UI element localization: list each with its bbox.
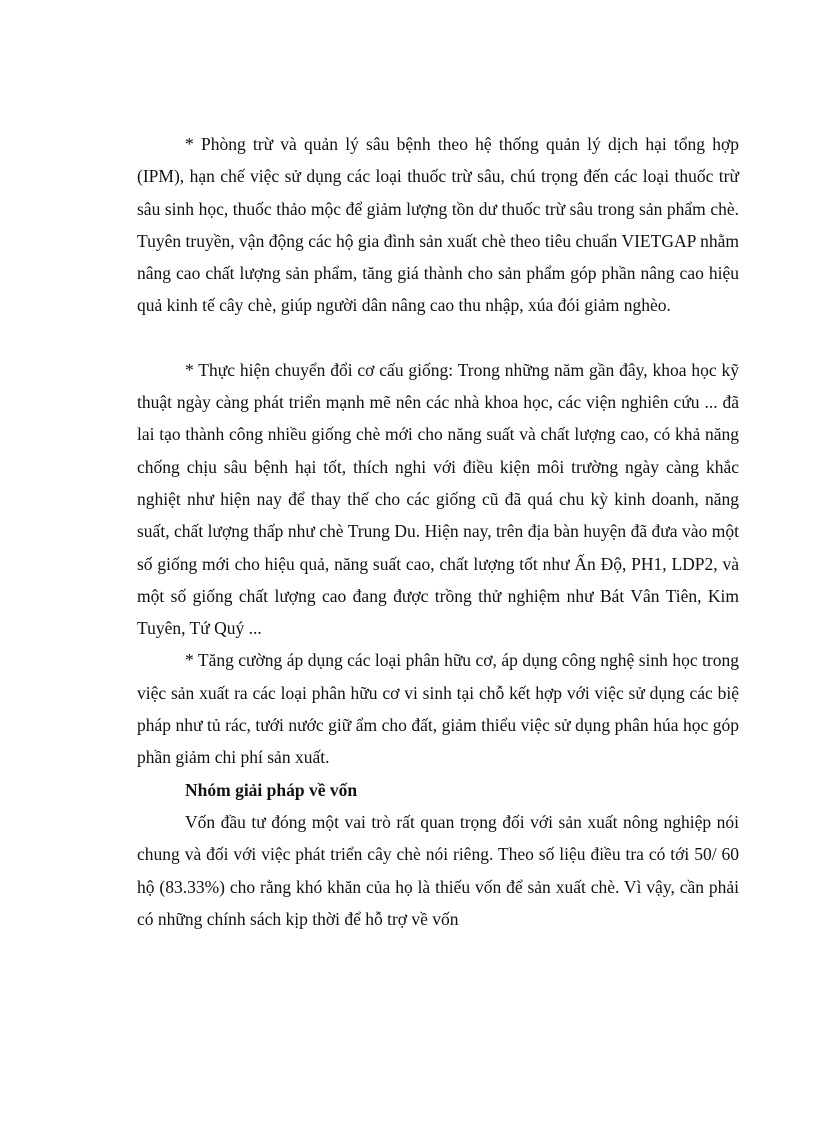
document-body — [137, 128, 739, 935]
paragraph-organic-fertilizer: * Tăng cường áp dụng các loại phân hữu cơ, áp dụng công nghệ sinh học trong việc sản xuất ra các loại phân hữu cơ vi sinh tại chỗ kết hợp với việc sử dụng các biệ pháp như tủ rác, tưới nước giữ ẩm cho đất, giảm thiểu việc sử dụng phân húa học góp phần giảm chi phí sản xuất. — [137, 650, 739, 768]
paragraph-capital: Vốn đầu tư đóng một vai trò rất quan trọng đối với sản xuất nông nghiệp nói chung và đối với việc phát triển cây chè nói riêng. Theo số liệu điều tra có tới 50/ 60 hộ (83.33%) cho rằng khó khăn của họ là thiếu vốn để sản xuất chè. Vì vậy, cần phải có những chính sách kịp thời để hỗ trợ về vốn — [137, 811, 739, 929]
paragraph-spacer — [137, 322, 739, 354]
section-heading-capital: Nhóm giải pháp về vốn — [185, 779, 358, 800]
paragraph-variety-conversion: * Thực hiện chuyển đổi cơ cấu giống: Trong những năm gần đây, khoa học kỹ thuật ngày càng phát triển mạnh mẽ nên các nhà khoa học, các viện nghiên cứu ... đã lai tạo thành công nhiều giống chè mới cho năng suất và chất lượng cao, có khả năng chống chịu sâu bệnh hại tốt, thích nghi với điều kiện môi trường ngày càng khắc nghiệt như hiện nay để thay thế cho các giống cũ đã quá chu kỳ kinh doanh, năng suất, chất lượng thấp như chè Trung Du. Hiện nay, trên địa bàn huyện đã đưa vào một số giống mới cho hiệu quả, năng suất cao, chất lượng tốt như Ấn Độ, PH1, LDP2, và một số giống chất lượng cao đang được trồng thử nghiệm như Bát Vân Tiên, Kim Tuyên, Tứ Quý ... — [137, 359, 739, 639]
paragraph-pest-management: * Phòng trừ và quản lý sâu bệnh theo hệ thống quản lý dịch hại tổng hợp (IPM), hạn chế việc sử dụng các loại thuốc trừ sâu, chú trọng đến các loại thuốc trừ sâu sinh học, thuốc thảo mộc để giảm lượng tồn dư thuốc trừ sâu trong sản phẩm chè. Tuyên truyền, vận động các hộ gia đình sản xuất chè theo tiêu chuẩn VIETGAP nhằm nâng cao chất lượng sản phẩm, tăng giá thành cho sản phẩm góp phần nâng cao hiệu quả kinh tế cây chè, giúp người dân nâng cao thu nhập, xúa đói giảm nghèo. — [137, 134, 739, 316]
